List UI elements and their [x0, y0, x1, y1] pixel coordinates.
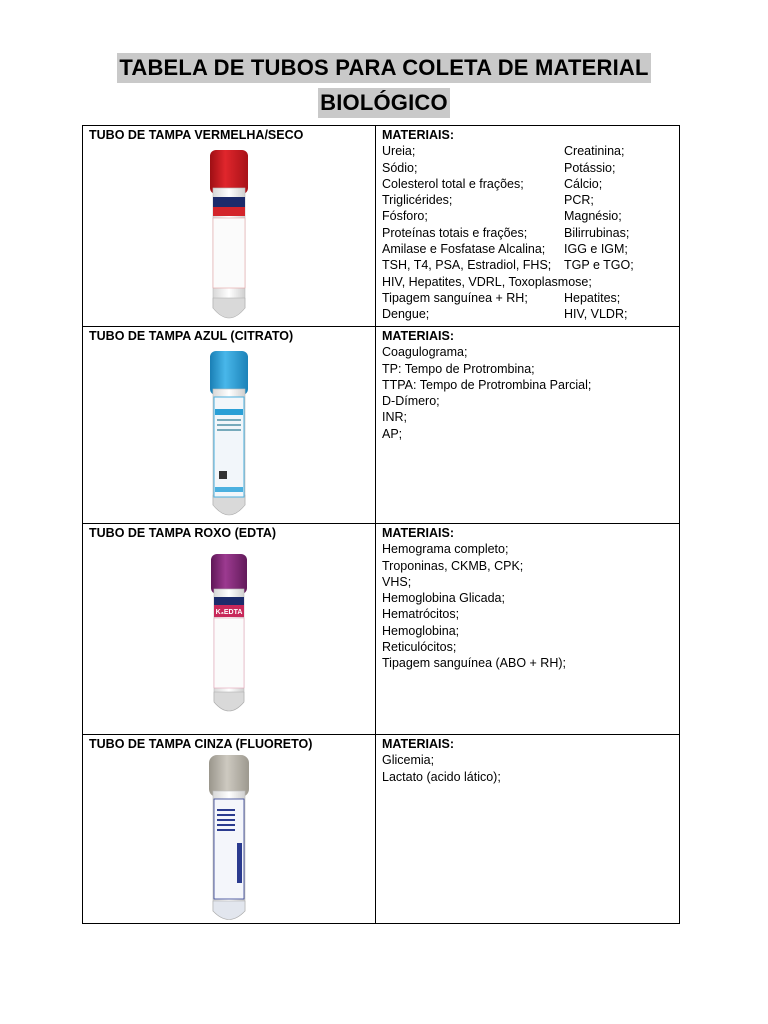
list-item: Tipagem sanguínea (ABO + RH); [382, 656, 566, 671]
tube-cell-purple [83, 524, 376, 735]
grey-tube-image [199, 753, 259, 923]
list-item: Fósforo; Magnésio; [382, 209, 622, 224]
tube-cell-blue [83, 327, 376, 524]
materials-header: MATERIAIS: [382, 128, 454, 142]
list-item: Colesterol total e frações; Cálcio; [382, 176, 603, 191]
list-item: Sódio; Potássio; [382, 160, 616, 175]
materials-list-purple [376, 541, 679, 671]
list-item: Hemoglobina; [382, 623, 460, 638]
list-item: Ureia; Creatinina; [382, 144, 625, 159]
tube-title-red: TUBO DE TAMPA VERMELHA/SECO [89, 128, 304, 142]
list-item: Glicemia; [382, 753, 435, 768]
tube-title-grey: TUBO DE TAMPA CINZA (FLUORETO) [89, 737, 313, 751]
list-item: Coagulograma; [382, 345, 468, 360]
table-row-red [83, 126, 680, 327]
page-title [0, 53, 768, 118]
tube-cell-grey [83, 735, 376, 924]
materials-cell-red [376, 126, 680, 327]
list-item: Proteínas totais e frações; Bilirrubinas; [382, 225, 630, 240]
materials-header: MATERIAIS: [382, 526, 454, 540]
list-item: Lactato (acido lático); [382, 769, 501, 784]
title-line-2: BIOLÓGICO [318, 88, 450, 118]
table-row-blue [83, 327, 680, 524]
red-tube-image [199, 148, 259, 326]
list-item: D-Dímero; [382, 394, 440, 409]
blue-tube-image [199, 349, 259, 521]
title-line-1: TABELA DE TUBOS PARA COLETA DE MATERIAL [117, 53, 650, 83]
list-item: Reticulócitos; [382, 640, 457, 655]
materials-cell-grey [376, 735, 680, 924]
materials-cell-purple [376, 524, 680, 735]
tube-title-purple: TUBO DE TAMPA ROXO (EDTA) [89, 526, 277, 540]
materials-header: MATERIAIS: [382, 329, 454, 343]
list-item: Hematrócitos; [382, 607, 460, 622]
list-item: Amilase e Fosfatase Alcalina; IGG e IGM; [382, 242, 628, 257]
materials-list-blue [376, 344, 679, 442]
list-item: VHS; [382, 574, 412, 589]
tube-title-blue: TUBO DE TAMPA AZUL (CITRATO) [89, 329, 294, 343]
tube-label: K₃EDTA [215, 609, 243, 616]
list-item: Hemoglobina Glicada; [382, 591, 505, 606]
list-item: Triglicérides; PCR; [382, 193, 594, 208]
materials-header: MATERIAIS: [382, 737, 454, 751]
materials-cell-blue [376, 327, 680, 524]
list-item: Troponinas, CKMB, CPK; [382, 558, 524, 573]
table-row-grey [83, 735, 680, 924]
list-item: AP; [382, 426, 403, 441]
list-item: TP: Tempo de Protrombina; [382, 361, 535, 376]
tube-cell-red [83, 126, 376, 327]
table-row-purple [83, 524, 680, 735]
list-item: TTPA: Tempo de Protrombina Parcial; [382, 377, 592, 392]
list-item: INR; [382, 410, 407, 425]
list-item: Hemograma completo; [382, 542, 509, 557]
list-item: Dengue; HIV, VLDR; [382, 307, 628, 322]
tubes-table [82, 125, 680, 924]
purple-tube-image [199, 552, 259, 716]
list-item: Tipagem sanguínea + RH; Hepatites; [382, 290, 621, 305]
materials-list-grey [376, 752, 679, 785]
list-item: HIV, Hepatites, VDRL, Toxoplasmose; [382, 274, 592, 289]
list-item: TSH, T4, PSA, Estradiol, FHS; TGP e TGO; [382, 258, 634, 273]
materials-list-red [376, 143, 679, 322]
